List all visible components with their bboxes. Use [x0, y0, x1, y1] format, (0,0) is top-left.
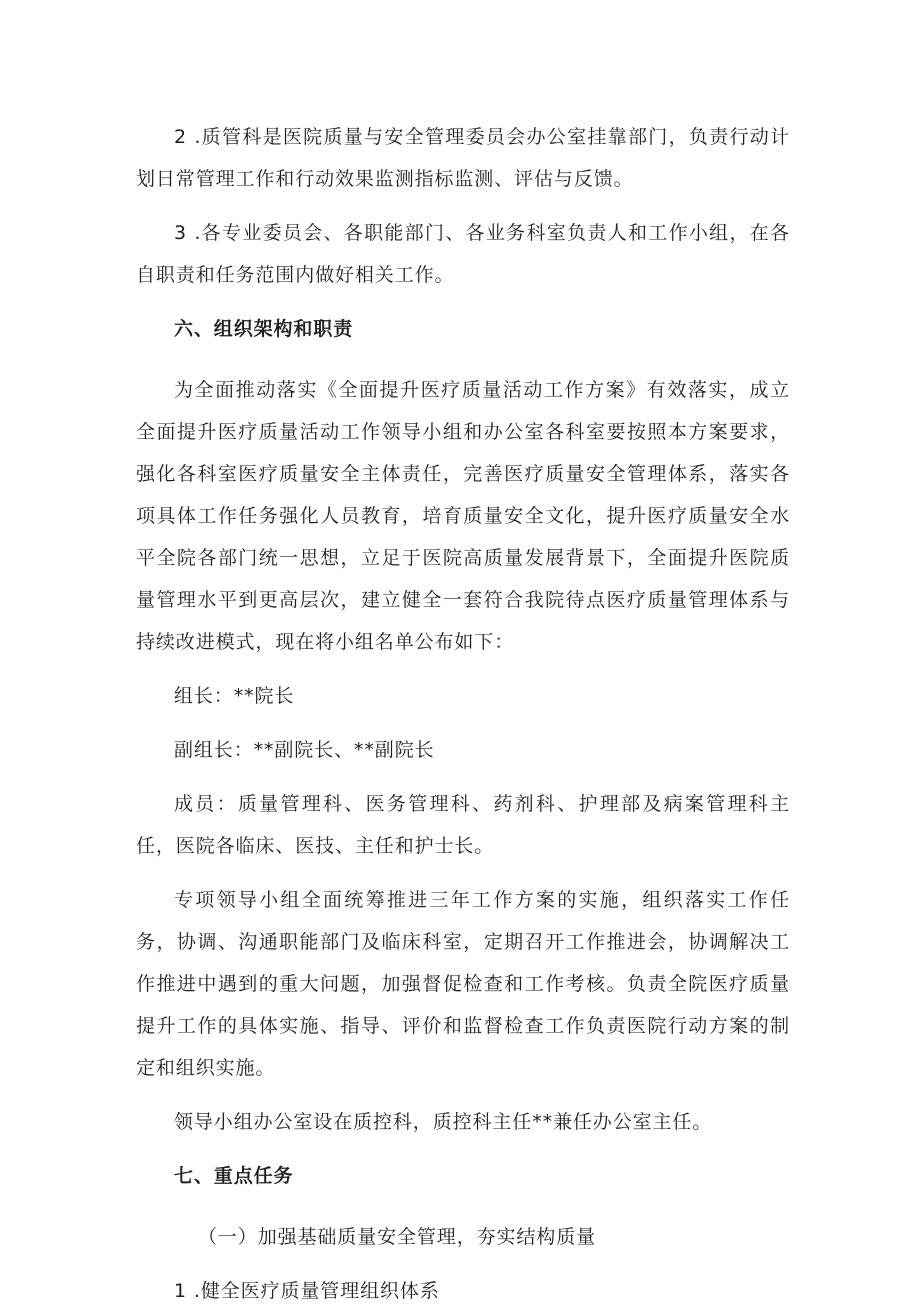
paragraph-group-leader: 组长：**院长 [174, 685, 295, 707]
paragraph-organization-intro: 为全面推动落实《全面提升医疗质量活动工作方案》有效落实，成立全面提升医疗质量活动工作领导小组和办公室各科室要按照本方案要求，强化各科室医疗质量安全主体责任，完善医疗质量安全管理体系，落实各项具体工作任务强化人员教育，培育质量安全文化，提升医疗质量安全水平全院各部门统一思想，立足于医院高质量发展背景下，全面提升医院质量管理水平到更高层次，建立健全一套符合我院待点医疗质量管理体系与持续改进模式，现在将小组名单公布如下： [136, 379, 790, 653]
paragraph-office-location: 领导小组办公室设在质控科，质控科主任**兼任办公室主任。 [174, 1111, 713, 1133]
document-body [136, 116, 790, 1312]
paragraph-item-3: 3 .各专业委员会、各职能部门、各业务科室负责人和工作小组，在各自职责和任务范围内做好相关工作。 [136, 222, 790, 286]
section-heading-7: 七、重点任务 [174, 1165, 294, 1187]
paragraph-item-1: 1 .健全医疗质量管理组织体系 [174, 1280, 440, 1302]
paragraph-leadership-duties: 专项领导小组全面统筹推进三年工作方案的实施，组织落实工作任务，协调、沟通职能部门及临床科室，定期召开工作推进会，协调解决工作推进中遇到的重大问题，加强督促检查和工作考核。负责全院医疗质量提升工作的具体实施、指导、评价和监督检查工作负责医院行动方案的制定和组织实施。 [136, 889, 790, 1079]
paragraph-item-2: 2 .质管科是医院质量与安全管理委员会办公室挂靠部门，负责行动计划日常管理工作和行动效果监测指标监测、评估与反馈。 [136, 126, 790, 190]
subsection-heading-1: （一）加强基础质量安全管理，夯实结构质量 [198, 1226, 597, 1248]
paragraph-members: 成员：质量管理科、医务管理科、药剂科、护理部及病案管理科主任，医院各临床、医技、主任和护士长。 [136, 793, 790, 857]
section-heading-6: 六、组织架构和职责 [174, 318, 354, 340]
paragraph-deputy-leader: 副组长：**副院长、**副院长 [174, 739, 435, 761]
